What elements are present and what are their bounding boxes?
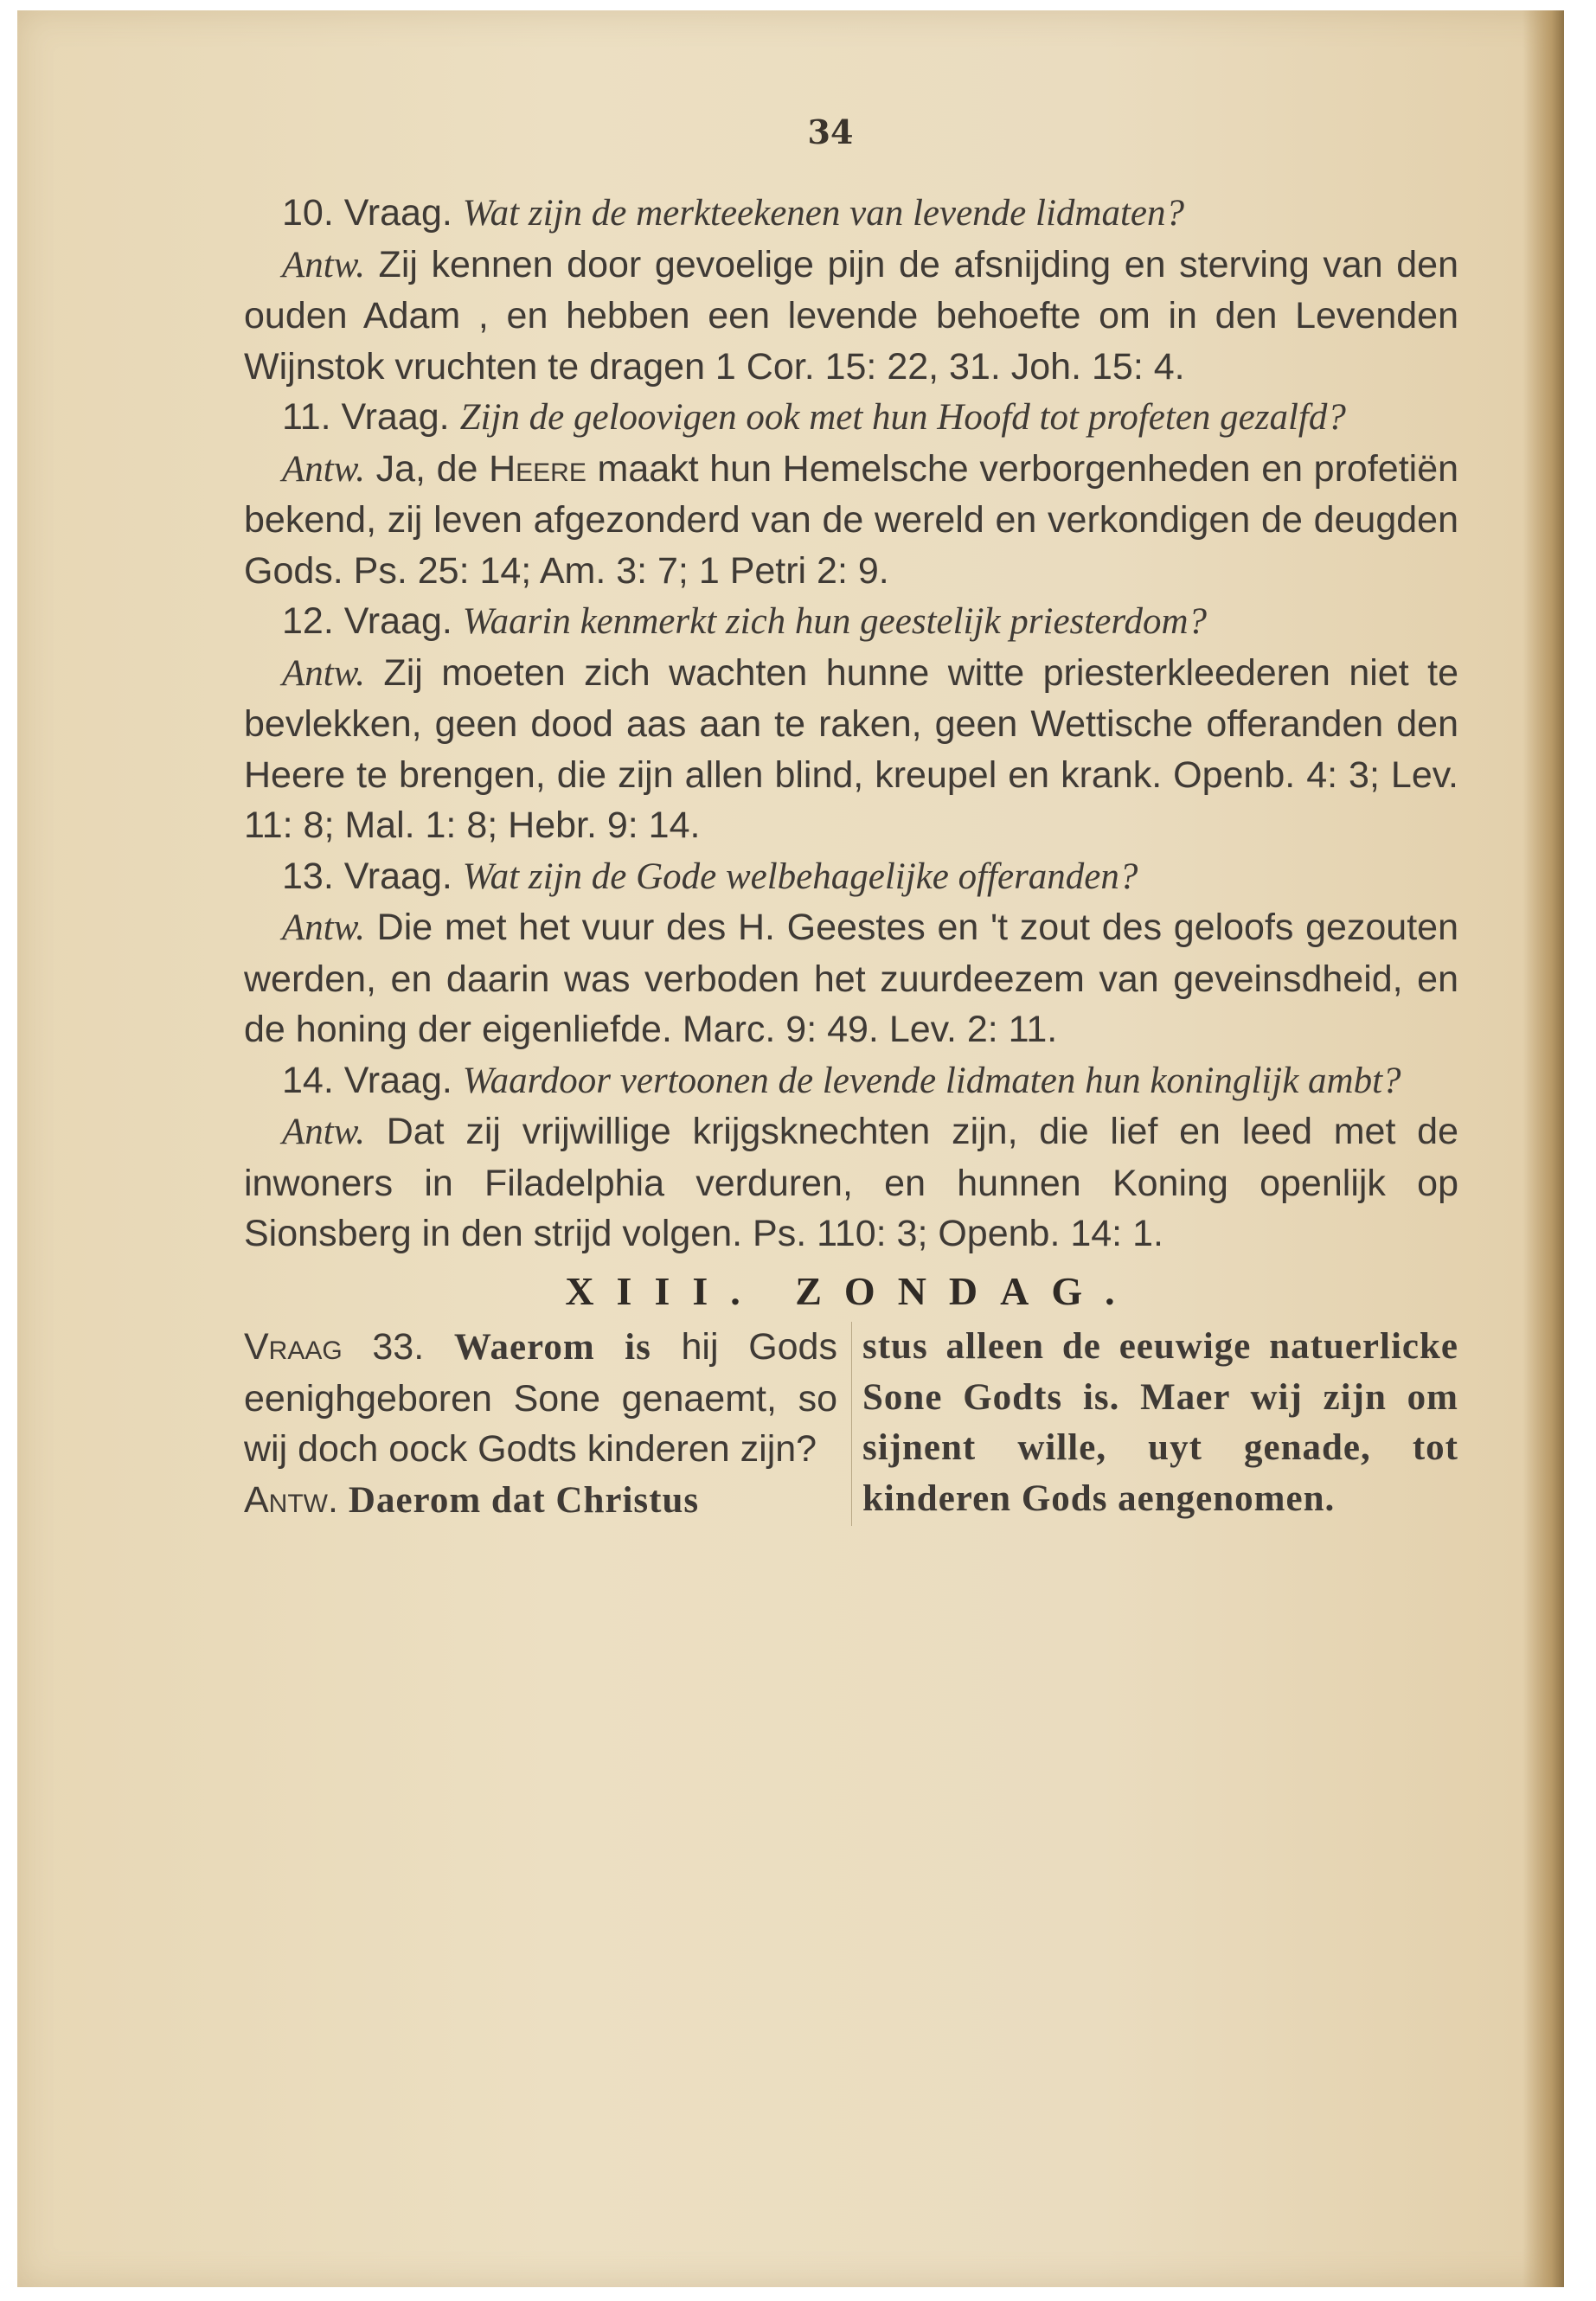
- question-number: 12. Vraag.: [282, 600, 452, 642]
- vraag-33-question: hij Gods eenighgeboren Sone genaemt, so wij doch oock Godts kinderen zijn?: [244, 1326, 837, 1470]
- answer-label: Antw.: [282, 1112, 365, 1152]
- answer-11: [244, 444, 1458, 597]
- answer-label: Antw.: [282, 244, 365, 285]
- answer-text-before: Ja, de: [375, 447, 478, 490]
- question-text: Waarin kenmerkt zich hun geestelijk priesterdom?: [462, 601, 1208, 642]
- answer-12: [244, 648, 1458, 851]
- answer-label: Antw.: [282, 448, 365, 490]
- question-number: 13. Vraag.: [282, 855, 452, 897]
- antw-33-start: Daerom dat Christus: [348, 1479, 700, 1521]
- answer-text: Zij kennen door gevoelige pijn de afsnijding en sterving van den ouden Adam , en hebben een levende behoefte om in den Levenden Wijnstok vruchten te dragen 1 Cor. 15: 22, 31. Joh. 15: 4.: [244, 243, 1458, 388]
- question-number: 10. Vraag.: [282, 192, 452, 234]
- book-page: [17, 10, 1564, 2287]
- vraag-33-text: [244, 1322, 837, 1475]
- question-10: [244, 188, 1458, 240]
- question-12: [244, 596, 1458, 648]
- right-column-text: stus alleen de eeuwige natuerlicke Sone Godts is. Maer wij zijn om sijnent wille, uyt genade, tot kinderen Gods aengenomen.: [862, 1326, 1458, 1519]
- page-text: [244, 188, 1458, 1526]
- right-column: [851, 1322, 1458, 1526]
- vraag-33-label: Vraag 33.: [244, 1326, 425, 1368]
- answer-smallcaps: Heere: [489, 447, 586, 490]
- answer-text: maakt hun Hemelsche verborgenheden en profetiën bekend, zij leven afgezonderd van de wereld en verkondigen de deugden Gods. Ps. 25: 14; Am. 3: 7; 1 Petri 2: 9.: [244, 447, 1459, 592]
- page-number: 34: [807, 112, 854, 151]
- question-text: Waardoor vertoonen de levende lidmaten hun koninglijk ambt?: [462, 1060, 1401, 1101]
- question-number: 11. Vraag.: [282, 396, 450, 438]
- question-text: Zijn de geloovigen ook met hun Hoofd tot profeten gezalfd?: [459, 397, 1346, 438]
- vraag-33-gothic: Waerom is: [453, 1327, 651, 1368]
- answer-10: [244, 240, 1458, 393]
- question-14: [244, 1055, 1458, 1107]
- section-heading: XIII. ZONDAG.: [565, 1268, 1138, 1313]
- left-column: [244, 1322, 851, 1526]
- question-text: Wat zijn de merkteekenen van levende lidmaten?: [462, 193, 1184, 234]
- answer-14: [244, 1106, 1458, 1259]
- page-binding-edge: [1522, 10, 1564, 2287]
- answer-text: Dat zij vrijwillige krijgsknechten zijn, die lief en leed met de inwoners in Filadelphia verduren, en hunnen Koning openlijk op Sionsberg in den strijd volgen. Ps. 110: 3; Openb. 14: 1.: [244, 1111, 1458, 1254]
- answer-13: [244, 902, 1458, 1055]
- answer-text: Die met het vuur des H. Geestes en 't zout des geloofs gezouten werden, en daarin was verboden het zuurdeezem van geveinsdheid, en de honing der eigenliefde. Marc. 9: 49. Lev. 2: 11.: [244, 907, 1459, 1050]
- question-text: Wat zijn de Gode welbehagelijke offeranden?: [462, 856, 1138, 897]
- answer-text: Zij moeten zich wachten hunne witte priesterkleederen niet te bevlekken, geen dood aas aan te raken, geen Wettische offeranden den Heere te brengen, die zijn allen blind, kreupel en krank. Openb. 4: 3; Lev. 11: 8; Mal. 1: 8; Hebr. 9: 14.: [244, 651, 1458, 846]
- answer-label: Antw.: [282, 652, 365, 694]
- two-column-text: [244, 1322, 1458, 1526]
- question-11: [244, 392, 1458, 444]
- answer-label: Antw.: [282, 907, 365, 948]
- question-13: [244, 851, 1458, 903]
- question-number: 14. Vraag.: [282, 1059, 452, 1101]
- antw-33-label: Antw.: [244, 1478, 338, 1521]
- antw-33-text: [244, 1475, 837, 1527]
